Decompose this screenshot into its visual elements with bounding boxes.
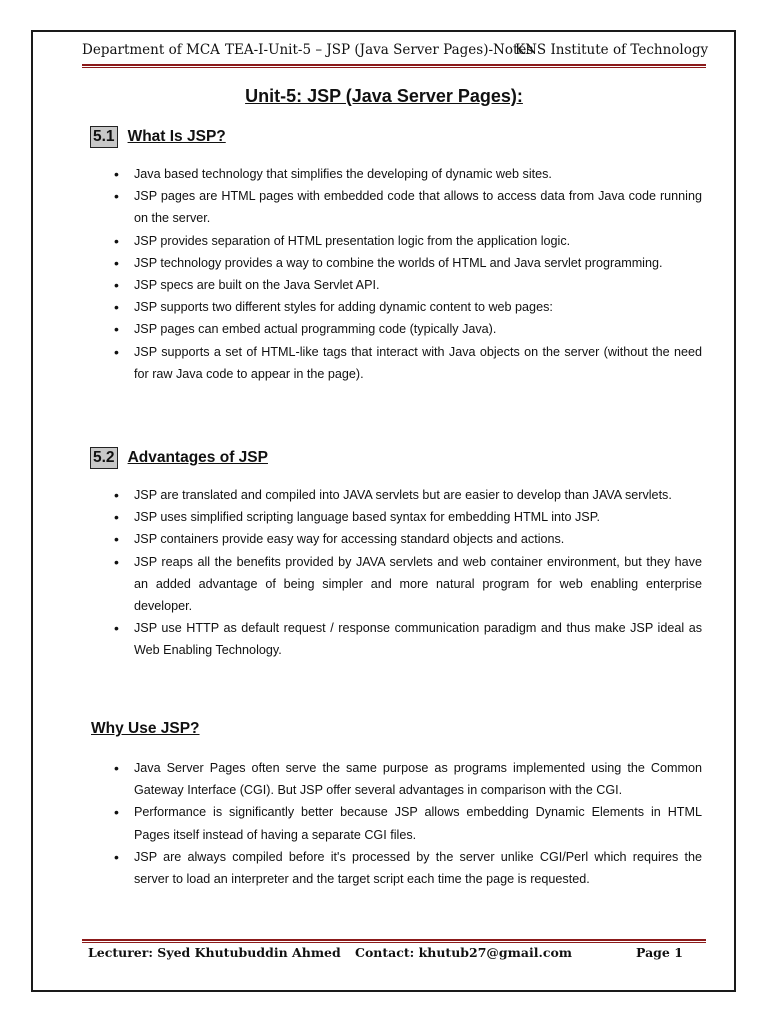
list-item: • JSP are always compiled before it's processed by the server unlike CGI/Perl which requires the server to load an interpreter and the target script each time the page is requested.	[110, 846, 702, 890]
list-item: • Java Server Pages often serve the same purpose as programs implemented using the Common Gateway Interface (CGI). But JSP offer several advantages in comparison with the CGI.	[110, 757, 702, 801]
section-heading-why-use-jsp: Why Use JSP?	[91, 720, 200, 737]
bullet-list-advantages	[110, 484, 702, 662]
header-department: Department of MCA	[82, 42, 220, 58]
list-item: • JSP provides separation of HTML presentation logic from the application logic.	[110, 230, 702, 252]
list-item: • JSP use HTTP as default request / response communication paradigm and thus make JSP ideal as Web Enabling Technology.	[110, 617, 702, 661]
section-heading-advantages	[90, 447, 268, 469]
footer-rule	[82, 939, 706, 941]
section-number: 5.1	[90, 126, 118, 148]
bullet-list-what-is-jsp	[110, 163, 702, 385]
list-item: • JSP are translated and compiled into JAVA servlets but are easier to develop than JAVA servlets.	[110, 484, 702, 506]
header-rule	[82, 64, 706, 66]
page-title: Unit-5: JSP (Java Server Pages):	[245, 86, 523, 106]
list-item: • Java based technology that simplifies the developing of dynamic web sites.	[110, 163, 702, 185]
list-item: • JSP specs are built on the Java Servlet API.	[110, 274, 702, 296]
header-institute: KNS Institute of Technology	[515, 42, 709, 58]
footer-rule-thin	[82, 942, 706, 943]
section-heading-what-is-jsp	[90, 126, 226, 148]
header-rule-thin	[82, 67, 706, 68]
footer-lecturer: Lecturer: Syed Khutubuddin Ahmed	[88, 945, 341, 960]
header-course: TEA-I-Unit-5 – JSP (Java Server Pages)-Notes	[225, 42, 534, 58]
list-item: • JSP uses simplified scripting language based syntax for embedding HTML into JSP.	[110, 506, 702, 528]
list-item: • JSP containers provide easy way for accessing standard objects and actions.	[110, 528, 702, 550]
list-item: • JSP pages are HTML pages with embedded code that allows to access data from Java code running on the server.	[110, 185, 702, 229]
list-item: • JSP supports a set of HTML-like tags that interact with Java objects on the server (without the need for raw Java code to appear in the page).	[110, 341, 702, 385]
list-item: • JSP reaps all the benefits provided by JAVA servlets and web container environment, but they have an added advantage of being simpler and more natural program for web enabling enterprise developer.	[110, 551, 702, 618]
section-title: Advantages of JSP	[127, 449, 268, 466]
footer-page-number: Page 1	[636, 945, 683, 960]
footer-contact: Contact: khutub27@gmail.com	[355, 945, 573, 960]
page-header	[82, 40, 709, 62]
section-number: 5.2	[90, 447, 118, 469]
list-item: • JSP pages can embed actual programming code (typically Java).	[110, 318, 702, 340]
list-item: • Performance is significantly better because JSP allows embedding Dynamic Elements in HTML Pages itself instead of having a separate CGI files.	[110, 801, 702, 845]
section-title: What Is JSP?	[127, 128, 226, 145]
list-item: • JSP technology provides a way to combine the worlds of HTML and Java servlet programming.	[110, 252, 702, 274]
bullet-list-why-use-jsp	[110, 757, 702, 890]
list-item: • JSP supports two different styles for adding dynamic content to web pages:	[110, 296, 702, 318]
